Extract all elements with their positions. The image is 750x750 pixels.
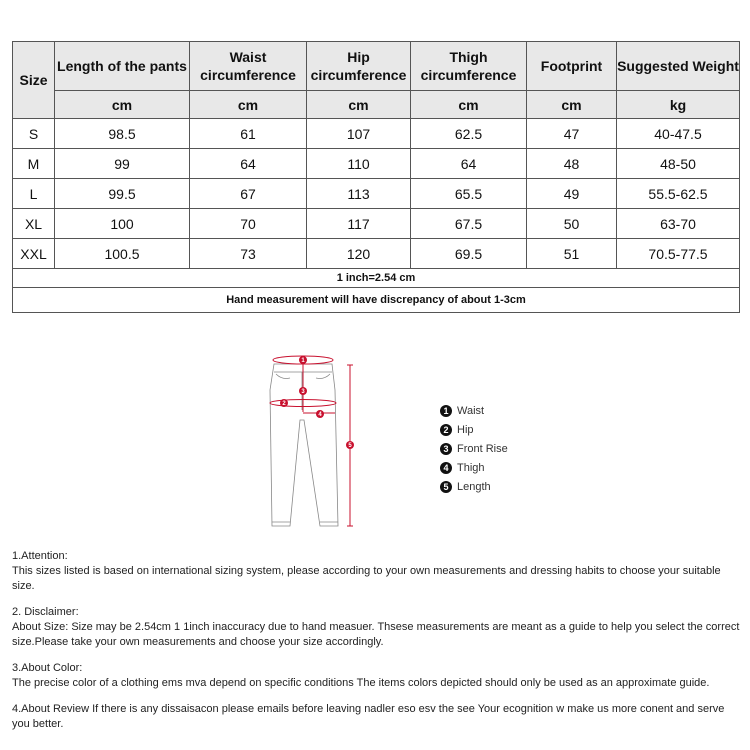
note-body: About Size: Size may be 2.54cm 1 1inch inaccuracy due to hand measuer. Thsese measurements are meant as a guide to help you select the correct size.Please take your own measurements and choose your size accordingly. — [12, 621, 740, 648]
svg-text:1: 1 — [301, 358, 305, 364]
value-cell: 117 — [307, 209, 411, 239]
note-title: 3.About Color: — [12, 662, 83, 674]
value-cell: 49 — [527, 179, 617, 209]
number-badge-icon: 2 — [440, 424, 452, 436]
note-body: This sizes listed is based on international sizing system, please according to your own measurements and dressing habits to choose your suitable size. — [12, 565, 721, 592]
value-cell: 99 — [55, 149, 190, 179]
legend-item — [440, 401, 508, 420]
table-row — [13, 209, 740, 239]
units-row — [13, 91, 740, 119]
svg-text:5: 5 — [348, 443, 352, 449]
table-row — [13, 179, 740, 209]
header-footprint: Footprint — [527, 42, 617, 91]
header-weight: Suggested Weight — [617, 42, 740, 91]
note-body: 4.About Review If there is any dissaisacon please emails before leaving nadler eso esv the see Your ecognition w make us more conent and serve you better. — [12, 703, 725, 730]
inch-note: 1 inch=2.54 cm — [13, 269, 740, 288]
header-size: Size — [13, 42, 55, 119]
value-cell: 99.5 — [55, 179, 190, 209]
header-row — [13, 42, 740, 91]
note-paragraph — [12, 702, 742, 732]
svg-text:4: 4 — [318, 412, 322, 418]
legend-item — [440, 458, 508, 477]
note-title: 1.Attention: — [12, 550, 68, 562]
value-cell: 67.5 — [411, 209, 527, 239]
header-hip: Hip circumference — [307, 42, 411, 91]
note-paragraph — [12, 605, 742, 650]
discrepancy-note: Hand measurement will have discrepancy of about 1-3cm — [13, 288, 740, 313]
legend-label: Front Rise — [457, 442, 508, 455]
value-cell: 55.5-62.5 — [617, 179, 740, 209]
legend-label: Waist — [457, 404, 485, 417]
unit: cm — [307, 91, 411, 119]
value-cell: 63-70 — [617, 209, 740, 239]
value-cell: 51 — [527, 239, 617, 269]
note-paragraph — [12, 549, 742, 594]
legend-label: Thigh — [457, 461, 485, 474]
note-title: 2. Disclaimer: — [12, 606, 79, 618]
discrepancy-note-row — [13, 288, 740, 313]
header-thigh: Thigh circumference — [411, 42, 527, 91]
note-paragraph — [12, 661, 742, 691]
value-cell: 110 — [307, 149, 411, 179]
svg-text:2: 2 — [282, 401, 286, 407]
table-row — [13, 239, 740, 269]
value-cell: 69.5 — [411, 239, 527, 269]
header-length: Length of the pants — [55, 42, 190, 91]
value-cell: 65.5 — [411, 179, 527, 209]
value-cell: 120 — [307, 239, 411, 269]
number-badge-icon: 1 — [440, 405, 452, 417]
diagram-legend — [440, 401, 508, 496]
unit: kg — [617, 91, 740, 119]
header-waist: Waist circumference — [190, 42, 307, 91]
legend-label: Length — [457, 480, 491, 493]
unit: cm — [527, 91, 617, 119]
size-cell: L — [13, 179, 55, 209]
value-cell: 113 — [307, 179, 411, 209]
unit: cm — [55, 91, 190, 119]
legend-item — [440, 477, 508, 496]
value-cell: 40-47.5 — [617, 119, 740, 149]
value-cell: 61 — [190, 119, 307, 149]
value-cell: 64 — [190, 149, 307, 179]
value-cell: 50 — [527, 209, 617, 239]
number-badge-icon: 5 — [440, 481, 452, 493]
note-body: The precise color of a clothing ems mva depend on specific conditions The items colors depicted should only be used as an approximate guide. — [12, 677, 710, 689]
table-row — [13, 149, 740, 179]
pants-measurement-diagram — [260, 350, 370, 530]
unit: cm — [411, 91, 527, 119]
inch-note-row — [13, 269, 740, 288]
value-cell: 48 — [527, 149, 617, 179]
value-cell: 73 — [190, 239, 307, 269]
value-cell: 62.5 — [411, 119, 527, 149]
legend-item — [440, 420, 508, 439]
number-badge-icon: 3 — [440, 443, 452, 455]
value-cell: 70 — [190, 209, 307, 239]
number-badge-icon: 4 — [440, 462, 452, 474]
unit: cm — [190, 91, 307, 119]
size-chart-table — [12, 41, 740, 313]
value-cell: 64 — [411, 149, 527, 179]
value-cell: 70.5-77.5 — [617, 239, 740, 269]
svg-text:3: 3 — [301, 389, 305, 395]
table-row — [13, 119, 740, 149]
legend-label: Hip — [457, 423, 474, 436]
value-cell: 100 — [55, 209, 190, 239]
legend-item — [440, 439, 508, 458]
value-cell: 107 — [307, 119, 411, 149]
notes-section — [12, 549, 742, 743]
value-cell: 100.5 — [55, 239, 190, 269]
value-cell: 48-50 — [617, 149, 740, 179]
size-cell: M — [13, 149, 55, 179]
value-cell: 98.5 — [55, 119, 190, 149]
value-cell: 47 — [527, 119, 617, 149]
size-cell: XL — [13, 209, 55, 239]
size-cell: XXL — [13, 239, 55, 269]
value-cell: 67 — [190, 179, 307, 209]
size-cell: S — [13, 119, 55, 149]
